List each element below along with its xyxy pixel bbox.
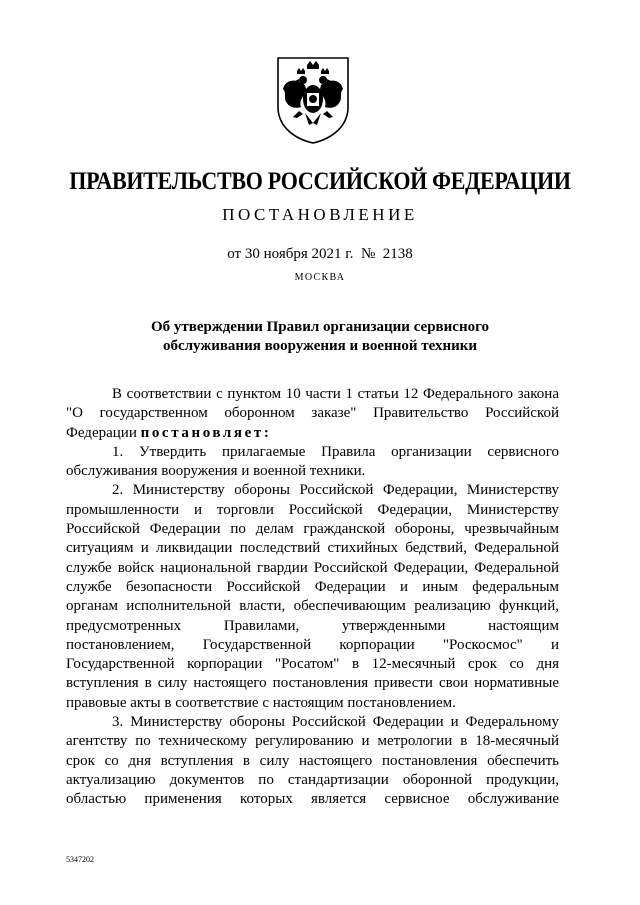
body-line: вступления в силу настоящего постановления привести свои нормативные — [66, 675, 559, 692]
document-subject — [0, 318, 640, 356]
body-line: ситуациям и ликвидации последствий стихийных бедствий, Федеральной — [66, 540, 559, 557]
body-line: обслуживания вооружения и военной техники. — [66, 463, 366, 480]
body-line: Государственной корпорации "Росатом" в 12-месячный срок со дня — [66, 656, 559, 673]
body-line: 1. Утвердить прилагаемые Правила организации сервисного — [112, 443, 559, 460]
document-code: 5347202 — [66, 855, 94, 864]
body-line: предусмотренных Правилами, утвержденными настоящим — [66, 617, 559, 634]
body-line: "О государственном оборонном заказе" Правительство Российской — [66, 405, 559, 422]
body-line: В соответствии с пунктом 10 части 1 статьи 12 Федерального закона — [112, 386, 559, 402]
body-line: срок со дня вступления в силу настоящего постановления обеспечить — [66, 752, 559, 769]
document-body — [66, 385, 559, 810]
subject-line-1: Об утверждении Правил организации сервисного — [150, 319, 490, 335]
body-line: промышленности и торговли Российской Федерации, Министерству — [66, 501, 559, 518]
body-line: агентству по техническому регулированию и метрологии в 18-месячный — [66, 733, 559, 750]
body-line: службе войск национальной гвардии Российской Федерации, Федеральной — [66, 559, 559, 576]
body-line: Российской Федерации по делам гражданской обороны, чрезвычайным — [66, 521, 559, 538]
document-type: ПОСТАНОВЛЕНИЕ — [222, 205, 418, 224]
coat-of-arms-icon — [275, 55, 351, 145]
body-line: службе безопасности Российской Федерации и иным федеральным — [66, 578, 559, 595]
body-line: органам исполнительной власти, обеспечивающим реализацию функций, — [66, 598, 559, 615]
city: МОСКВА — [294, 272, 346, 283]
government-name: ПРАВИТЕЛЬСТВО РОССИЙСКОЙ ФЕДЕРАЦИИ — [69, 166, 571, 195]
decrees-word: постановляет: — [140, 424, 272, 441]
body-line: актуализацию документов по стандартизации оборонной продукции, — [66, 771, 559, 788]
body-line: постановлением, Государственной корпорации "Роскосмос" и — [66, 636, 559, 653]
body-line: 3. Министерству обороны Российской Федерации и Федеральному — [112, 714, 559, 731]
body-line: Федерации постановляет: — [66, 424, 272, 441]
body-line: областью применения которых является сервисное обслуживание — [66, 791, 559, 808]
subject-line-2: обслуживания вооружения и военной техники — [162, 338, 478, 354]
body-line: 2. Министерству обороны Российской Федерации, Министерству — [112, 482, 559, 499]
body-line: правовые акты в соответствие с настоящим постановлением. — [66, 694, 456, 711]
document-date-number: от 30 ноября 2021 г. № 2138 — [227, 246, 413, 262]
